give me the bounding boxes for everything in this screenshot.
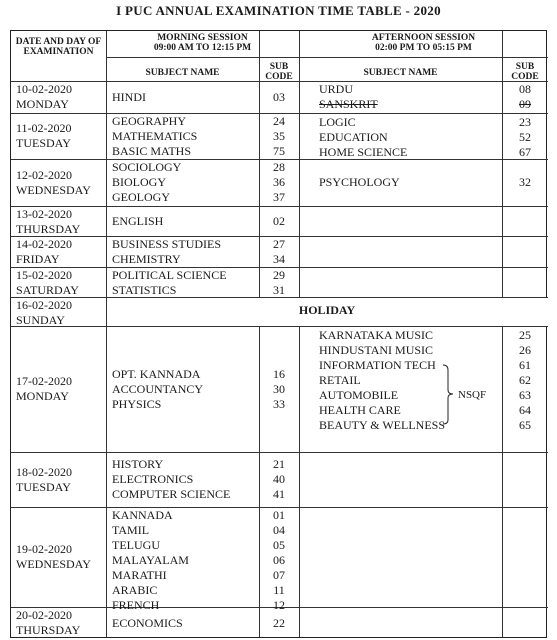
afternoon-subject-name: LOGIC — [319, 115, 356, 129]
morning-subject-name: ECONOMICS — [112, 615, 183, 630]
morning-subject-code: 06 — [273, 553, 285, 567]
afternoon-subject-name: URDU — [319, 82, 354, 96]
morning-subject-code: 11 — [273, 583, 285, 597]
divider-date — [106, 31, 107, 637]
morning-subject-name: CHEMISTRY — [112, 252, 181, 266]
afternoon-subject-code: 64 — [519, 403, 531, 417]
morning-subject-name: SOCIOLOGY — [112, 160, 182, 174]
afternoon-subject-code: 61 — [519, 358, 531, 372]
afternoon-subject-name: INFORMATION TECH — [319, 358, 436, 372]
morning-subject-code: 27 — [273, 237, 285, 251]
morning-subject-name: ACCOUNTANCY — [112, 381, 204, 396]
afternoon-subject-code: 23 — [519, 115, 531, 129]
afternoon-subject-name: PSYCHOLOGY — [319, 175, 400, 189]
morning-subject-name: FRENCH — [112, 598, 160, 612]
afternoon-subject-name: AUTOMOBILE — [319, 388, 399, 402]
divider-session — [299, 31, 300, 637]
morning-subject-code: 05 — [273, 538, 285, 552]
row-rule — [11, 452, 548, 453]
exam-day: FRIDAY — [16, 252, 60, 266]
morning-subject-code: 02 — [273, 213, 285, 228]
morning-subject-name: COMPUTER SCIENCE — [112, 487, 231, 501]
morning-subject-header: SUBJECT NAME — [145, 68, 220, 78]
morning-subject-code: 12 — [273, 598, 285, 612]
afternoon-subject-name: HOME SCIENCE — [319, 145, 408, 159]
morning-subject-name: MARATHI — [112, 568, 167, 582]
morning-subject-name: ELECTRONICS — [112, 472, 194, 486]
afternoon-subject-name: BEAUTY & WELLNESS — [319, 418, 445, 432]
exam-day: MONDAY — [16, 389, 69, 403]
afternoon-subject-code: 63 — [519, 388, 531, 402]
exam-date: 20-02-2020 — [16, 608, 72, 622]
morning-subject-code: 29 — [273, 268, 285, 282]
morning-subject-name: MATHEMATICS — [112, 129, 198, 143]
morning-subject-code: 24 — [273, 114, 285, 128]
morning-subject-code: 04 — [273, 523, 285, 537]
morning-subject-name: HINDI — [112, 89, 146, 104]
exam-date: 12-02-2020 — [16, 167, 72, 182]
nsqf-brace-icon — [442, 364, 456, 426]
exam-date: 14-02-2020 — [16, 237, 72, 251]
exam-day: TUESDAY — [16, 479, 71, 494]
afternoon-subject-code: 26 — [519, 343, 531, 357]
morning-subject-name: BASIC MATHS — [112, 144, 192, 158]
afternoon-subject-header: SUBJECT NAME — [363, 68, 438, 78]
exam-day: SATURDAY — [16, 283, 79, 297]
morning-subject-name: BUSINESS STUDIES — [112, 237, 222, 251]
morning-subject-code: 37 — [273, 190, 285, 204]
exam-day: THURSDAY — [16, 623, 81, 637]
exam-day: SUNDAY — [16, 313, 65, 327]
afternoon-subject-code: 32 — [519, 175, 531, 189]
exam-day: THURSDAY — [16, 222, 81, 236]
exam-date: 10-02-2020 — [16, 82, 72, 96]
morning-subject-name: STATISTICS — [112, 283, 177, 297]
morning-subject-code: 07 — [273, 568, 285, 582]
row-rule — [11, 81, 548, 82]
morning-subject-code: 75 — [273, 144, 285, 158]
afternoon-subject-code: 08 — [519, 82, 531, 96]
document-title: I PUC ANNUAL EXAMINATION TIME TABLE - 2020 — [116, 3, 441, 18]
morning-subject-name: TAMIL — [112, 523, 150, 537]
morning-code-header: SUB CODE — [265, 62, 293, 82]
afternoon-subject-code: 52 — [519, 130, 531, 144]
exam-day: WEDNESDAY — [16, 557, 91, 571]
afternoon-subject-code: 09 — [519, 97, 531, 111]
afternoon-subject-code: 62 — [519, 373, 531, 387]
exam-date: 11-02-2020 — [16, 121, 72, 135]
morning-subject-code: 28 — [273, 160, 285, 174]
morning-subject-code: 16 — [273, 366, 285, 381]
nsqf-label: NSQF — [458, 388, 487, 401]
morning-subject-name: KANNADA — [112, 508, 173, 522]
exam-day: TUESDAY — [16, 136, 71, 150]
morning-subject-code: 40 — [273, 472, 285, 486]
exam-date: 17-02-2020 — [16, 374, 72, 388]
morning-subject-name: ARABIC — [112, 583, 158, 597]
row-rule — [11, 206, 548, 207]
exam-date: 18-02-2020 — [16, 464, 72, 479]
morning-subject-code: 22 — [273, 615, 285, 630]
morning-subject-code: 31 — [273, 283, 285, 297]
afternoon-subject-code: 65 — [519, 418, 531, 432]
afternoon-subject-name: HINDUSTANI MUSIC — [319, 343, 434, 357]
holiday-label: HOLIDAY — [298, 303, 356, 317]
date-column-header: DATE AND DAY OF EXAMINATION — [15, 37, 102, 57]
exam-day: MONDAY — [16, 97, 69, 111]
exam-date: 19-02-2020 — [16, 542, 72, 556]
afternoon-subject-name: HEALTH CARE — [319, 403, 401, 417]
afternoon-subject-code: 25 — [519, 328, 531, 342]
morning-subject-name: MALAYALAM — [112, 553, 189, 567]
morning-subject-name: OPT. KANNADA — [112, 366, 201, 381]
afternoon-subject-name: SANSKRIT — [319, 97, 378, 111]
morning-subject-name: GEOLOGY — [112, 190, 170, 204]
morning-subject-name: TELUGU — [112, 538, 160, 552]
morning-subject-code: 01 — [273, 508, 285, 522]
morning-subject-code: 30 — [273, 381, 285, 396]
morning-subject-code: 33 — [273, 396, 285, 411]
morning-subject-code: 36 — [273, 175, 285, 189]
morning-subject-code: 03 — [273, 89, 285, 104]
exam-date: 15-02-2020 — [16, 268, 72, 282]
afternoon-session-header: AFTERNOON SESSION 02:00 PM TO 05:15 PM — [371, 33, 476, 53]
exam-day: WEDNESDAY — [16, 182, 91, 197]
morning-subject-code: 21 — [273, 457, 285, 471]
morning-subject-name: POLITICAL SCIENCE — [112, 268, 227, 282]
header-rule-afternoon — [299, 57, 548, 58]
afternoon-subject-name: RETAIL — [319, 373, 361, 387]
exam-date: 13-02-2020 — [16, 207, 72, 221]
morning-subject-name: HISTORY — [112, 457, 164, 471]
morning-subject-name: ENGLISH — [112, 213, 164, 228]
exam-date: 16-02-2020 — [16, 298, 72, 312]
afternoon-subject-name: EDUCATION — [319, 130, 388, 144]
afternoon-subject-code: 67 — [519, 145, 531, 159]
afternoon-code-header: SUB CODE — [511, 62, 539, 82]
row-rule — [11, 326, 548, 327]
morning-subject-code: 35 — [273, 129, 285, 143]
morning-subject-name: PHYSICS — [112, 396, 162, 411]
morning-subject-code: 41 — [273, 487, 285, 501]
timetable — [10, 30, 547, 638]
morning-subject-name: BIOLOGY — [112, 175, 166, 189]
morning-subject-code: 34 — [273, 252, 285, 266]
header-rule-morning — [106, 57, 299, 58]
morning-subject-name: GEOGRAPHY — [112, 114, 187, 128]
afternoon-subject-name: KARNATAKA MUSIC — [319, 328, 434, 342]
morning-session-header: MORNING SESSION 09:00 AM TO 12:15 PM — [153, 33, 252, 53]
